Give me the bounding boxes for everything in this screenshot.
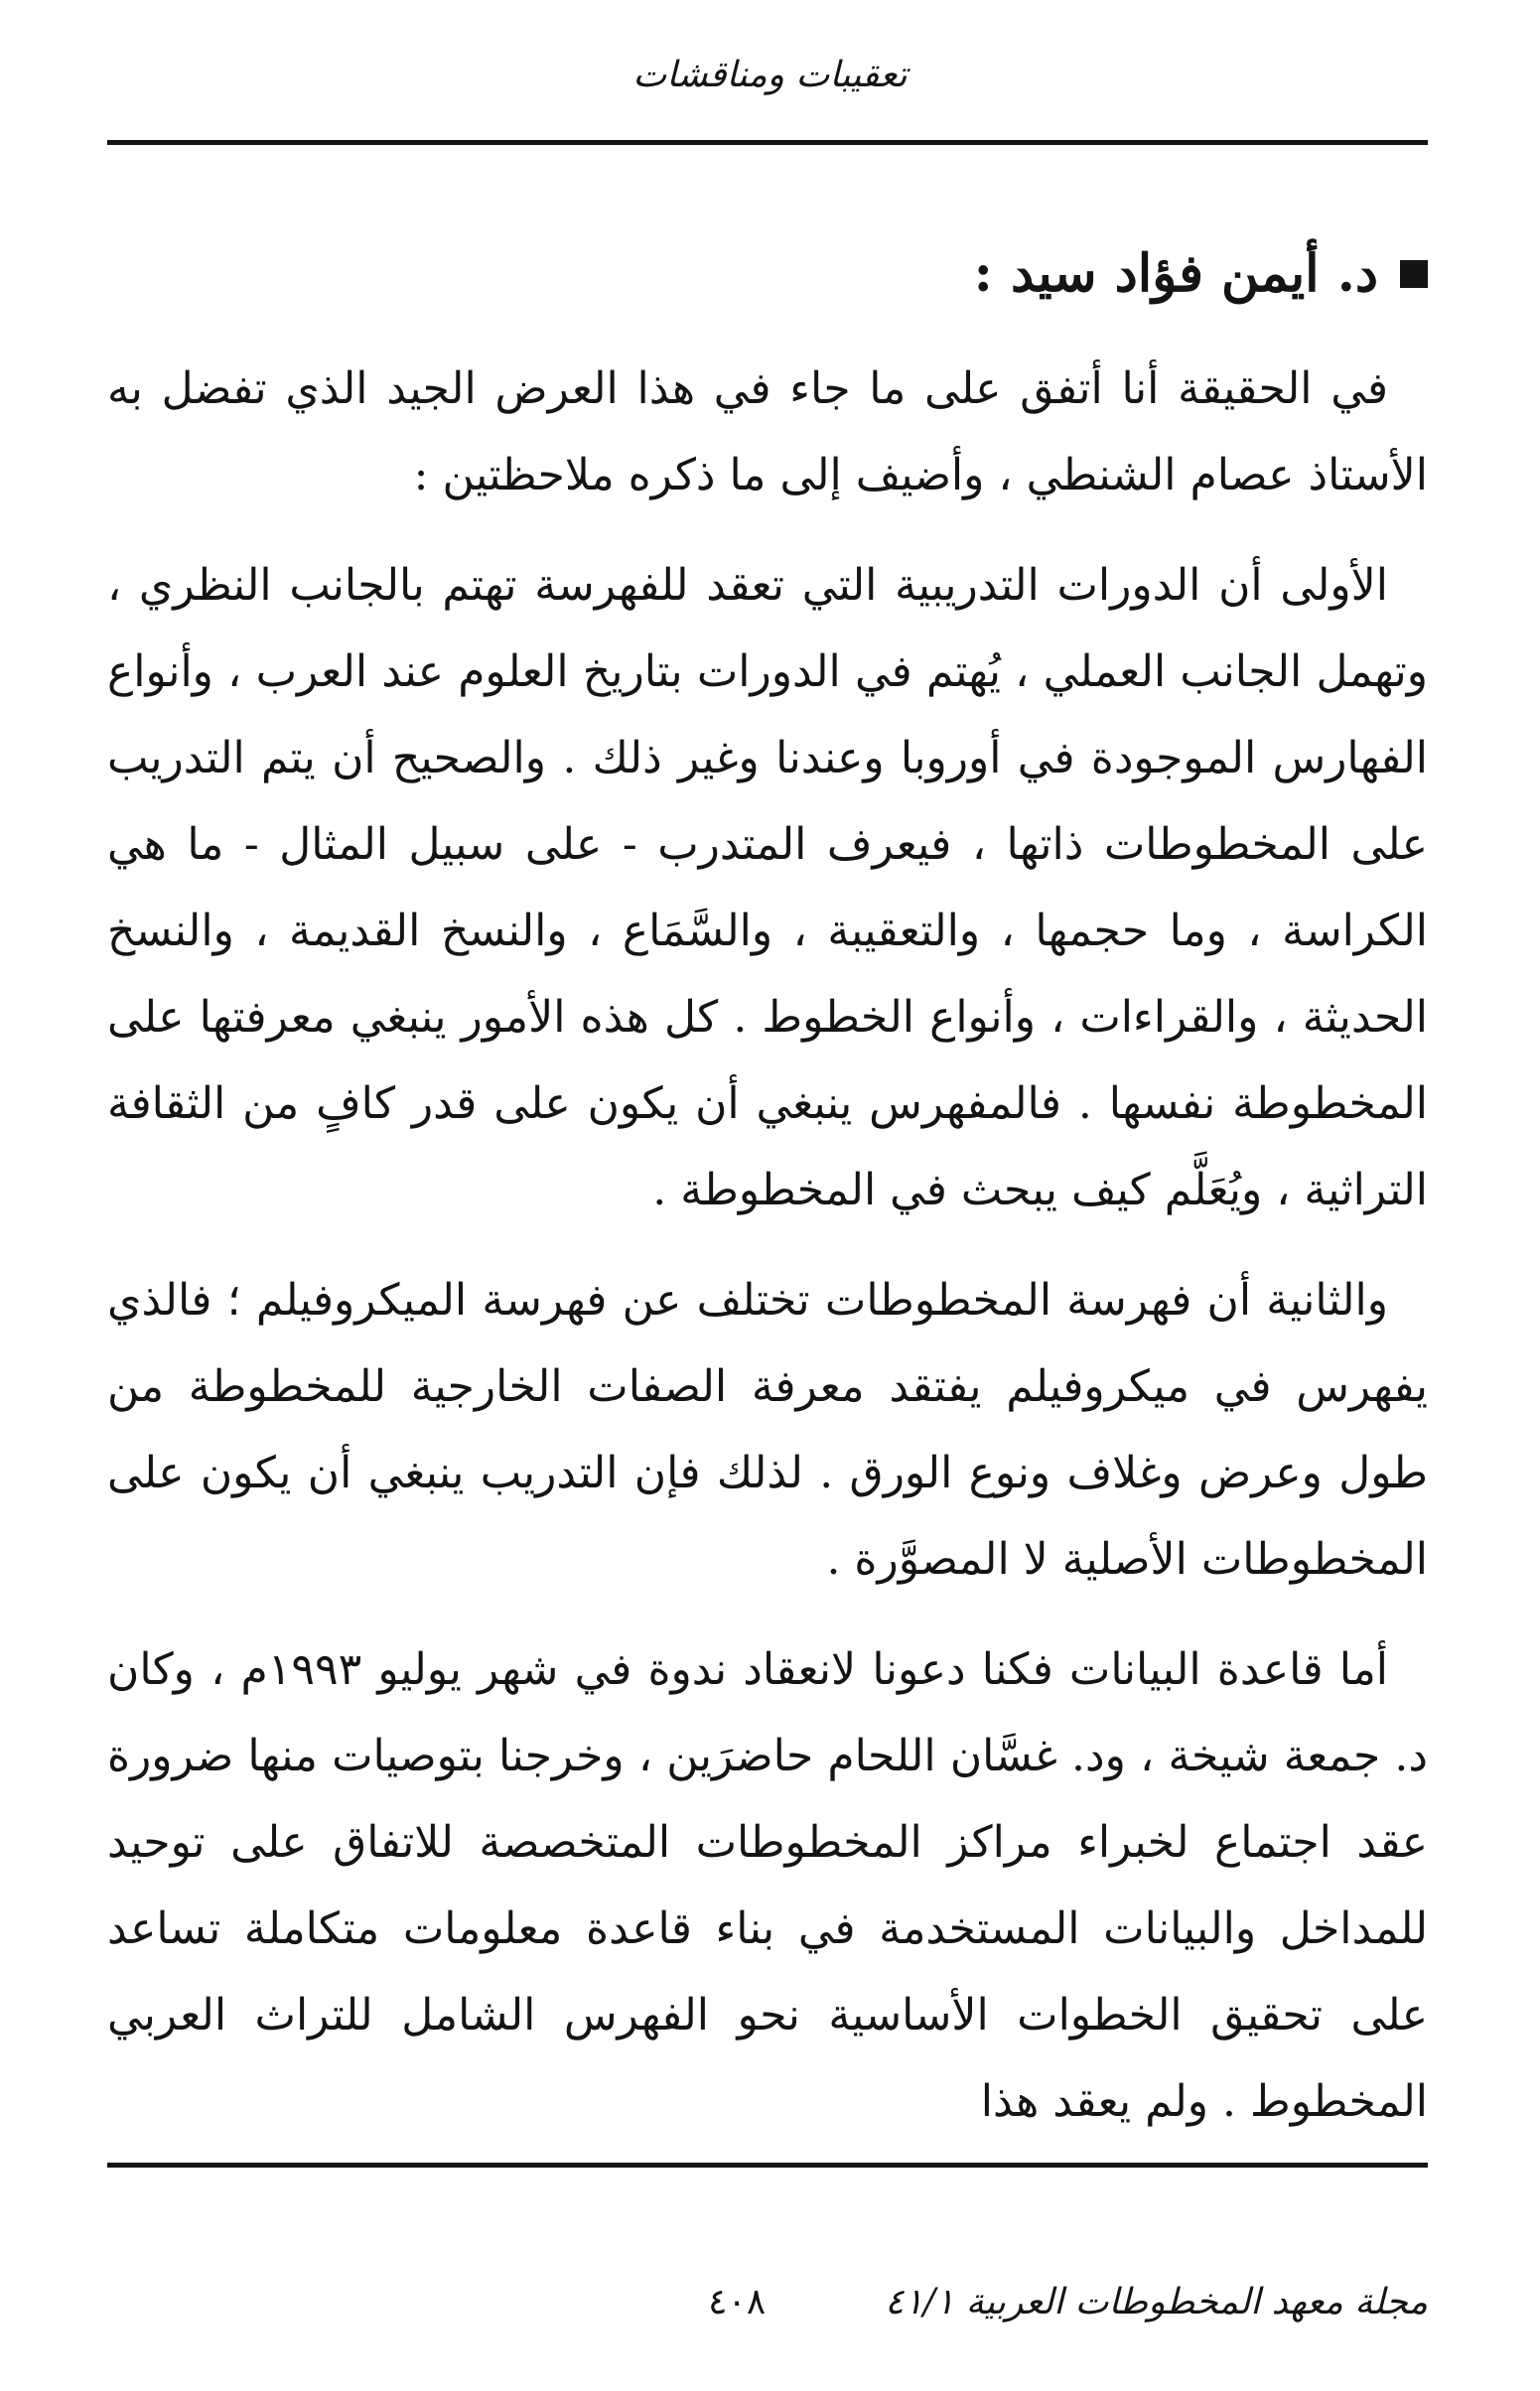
header-rule	[107, 140, 1428, 145]
speaker-name: د. أيمن فؤاد سيد :	[973, 243, 1378, 304]
journal-citation: مجلة معهد المخطوطات العربية ٤١/١	[885, 2282, 1428, 2322]
paragraph-3: والثانية أن فهرسة المخطوطات تختلف عن فهرسة الميكروفيلم ؛ فالذي يفهرس في ميكروفيلم يفتقد معرفة الصفات الخارجية للمخطوطة من طول وعرض وغلاف ونوع الورق . لذلك فإن التدريب ينبغي أن يكون على المخطوطات الأصلية لا المصوَّرة .	[107, 1275, 1428, 1585]
paragraph-1: في الحقيقة أنا أتفق على ما جاء في هذا العرض الجيد الذي تفضل به الأستاذ عصام الشنطي ، وأضيف إلى ما ذكره ملاحظتين :	[107, 363, 1428, 500]
speaker-heading	[107, 243, 1428, 304]
page-number: ٤٠٨	[708, 2282, 767, 2322]
square-bullet-icon	[1400, 260, 1428, 288]
footer-rule	[107, 2163, 1428, 2168]
running-header: تعقيبات ومناقشات	[632, 55, 908, 95]
page-footer	[107, 2282, 1428, 2322]
article-body	[107, 243, 1428, 2169]
paragraph-4: أما قاعدة البيانات فكنا دعونا لانعقاد ندوة في شهر يوليو ١٩٩٣م ، وكان د. جمعة شيخة ، ود. غسَّان اللحام حاضرَين ، وخرجنا بتوصيات منها ضرورة عقد اجتماع لخبراء مراكز المخطوطات المتخصصة للاتفاق على توحيد للمداخل والبيانات المستخدمة في بناء قاعدة معلومات متكاملة تساعد على تحقيق الخطوات الأساسية نحو الفهرس الشامل للتراث العربي المخطوط . ولم يعقد هذا	[107, 1644, 1428, 2127]
paragraph-2: الأولى أن الدورات التدريبية التي تعقد للفهرسة تهتم بالجانب النظري ، وتهمل الجانب العملي ، يُهتم في الدورات بتاريخ العلوم عند العرب ، وأنواع الفهارس الموجودة في أوروبا وعندنا وغير ذلك . والصحيح أن يتم التدريب على المخطوطات ذاتها ، فيعرف المتدرب - على سبيل المثال - ما هي الكراسة ، وما حجمها ، والتعقيبة ، والسَّمَاع ، والنسخ القديمة ، والنسخ الحديثة ، والقراءات ، وأنواع الخطوط . كل هذه الأمور ينبغي معرفتها على المخطوطة نفسها . فالمفهرس ينبغي أن يكون على قدر كافٍ من الثقافة التراثية ، ويُعَلَّم كيف يبحث في المخطوطة .	[107, 560, 1428, 1215]
